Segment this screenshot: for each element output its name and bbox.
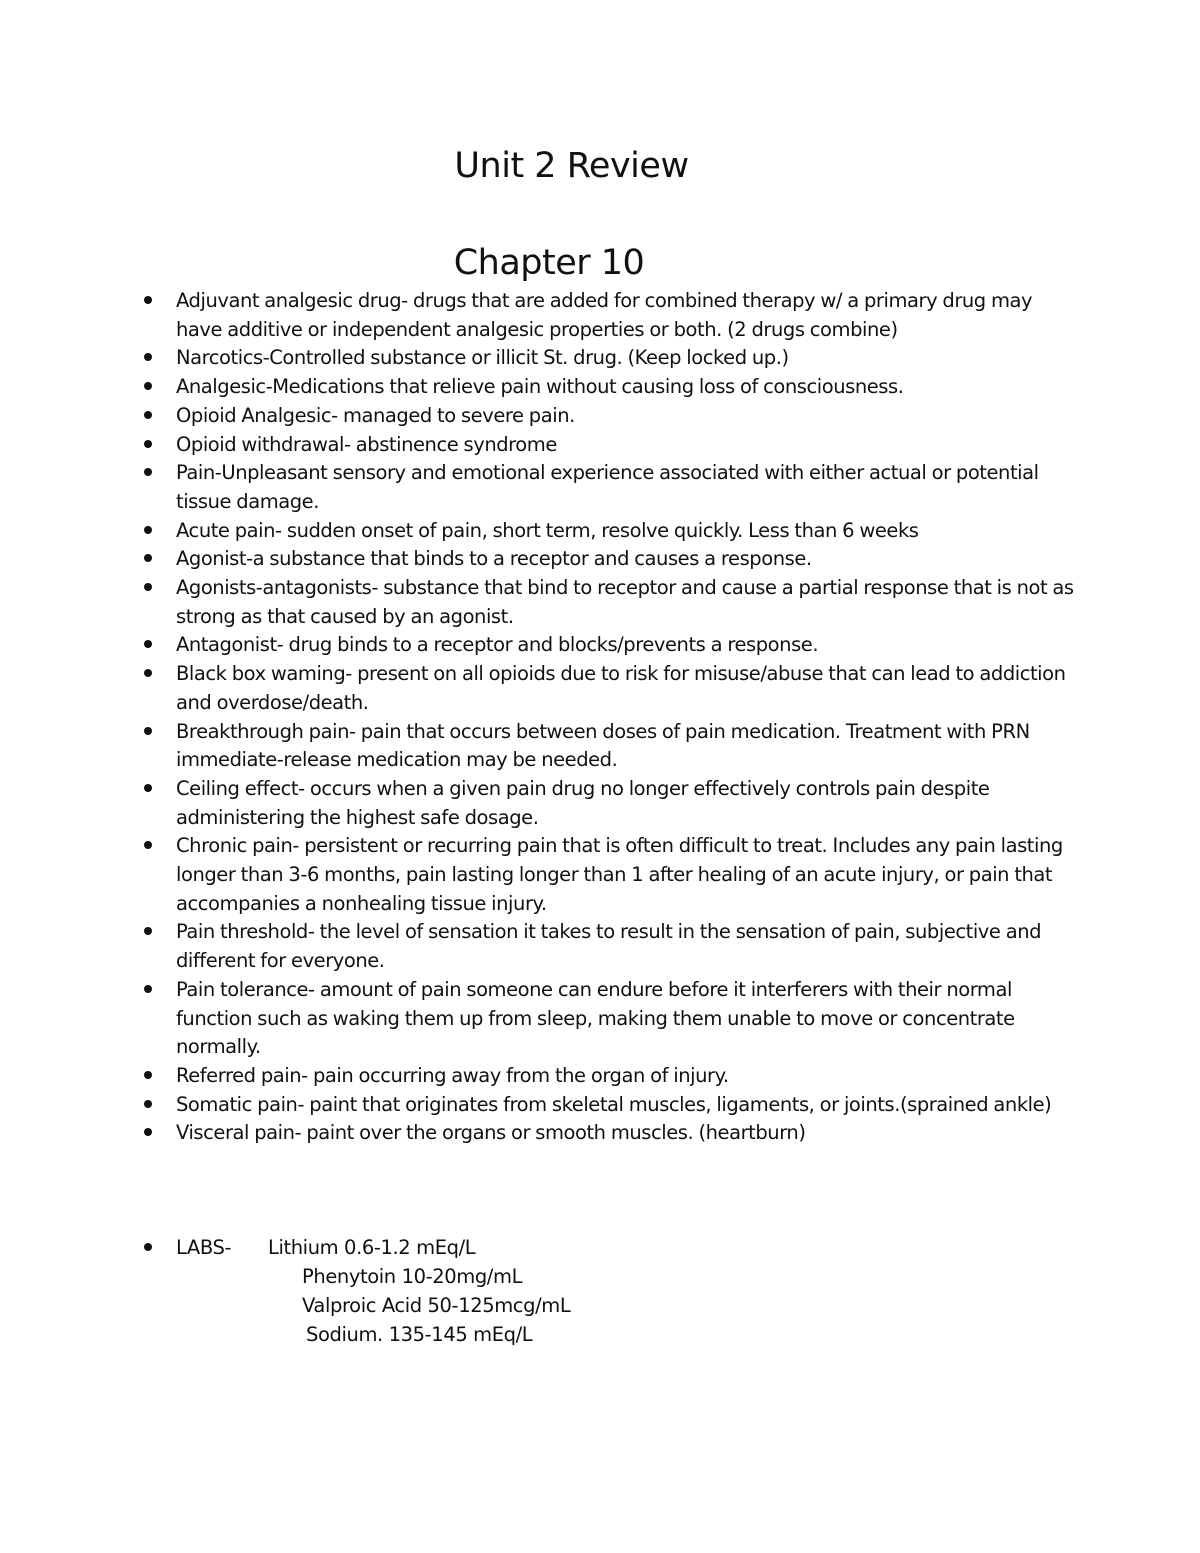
lab-value: Lithium 0.6-1.2 mEq/L: [268, 1236, 476, 1259]
list-item: Breakthrough pain- pain that occurs between doses of pain medication. Treatment with PRN immediate-release medication may be needed.: [176, 718, 1076, 775]
list-item: Referred pain- pain occurring away from the organ of injury.: [176, 1062, 1076, 1091]
lab-value: Sodium. 135-145 mEq/L: [306, 1323, 533, 1346]
list-item: Pain tolerance- amount of pain someone can endure before it interferers with their normal function such as waking them up from sleep, making them unable to move or concentrate normally.: [176, 976, 1076, 1062]
document-title: Unit 2 Review: [454, 146, 689, 186]
lab-value: Valproic Acid 50-125mcg/mL: [302, 1294, 571, 1317]
list-item: Opioid withdrawal- abstinence syndrome: [176, 431, 1076, 460]
list-item: Opioid Analgesic- managed to severe pain.: [176, 402, 1076, 431]
lab-value: Phenytoin 10-20mg/mL: [302, 1265, 523, 1288]
list-item: Antagonist- drug binds to a receptor and blocks/prevents a response.: [176, 631, 1076, 660]
list-item: Adjuvant analgesic drug- drugs that are added for combined therapy w/ a primary drug may have additive or independent analgesic properties or both. (2 drugs combine): [176, 287, 1076, 344]
labs-label: LABS-: [176, 1236, 232, 1259]
list-item: Chronic pain- persistent or recurring pain that is often difficult to treat. Includes any pain lasting longer than 3-6 months, pain lasting longer than 1 after healing of an acute injury, or pain that accompanies a nonhealing tissue injury.: [176, 832, 1076, 918]
list-item: Pain threshold- the level of sensation it takes to result in the sensation of pain, subjective and different for everyone.: [176, 918, 1076, 975]
list-item: Pain-Unpleasant sensory and emotional experience associated with either actual or potential tissue damage.: [176, 459, 1076, 516]
chapter-heading: Chapter 10: [453, 243, 645, 283]
list-item: Black box waming- present on all opioids due to risk for misuse/abuse that can lead to addiction and overdose/death.: [176, 660, 1076, 717]
list-item: Ceiling effect- occurs when a given pain drug no longer effectively controls pain despite administering the highest safe dosage.: [176, 775, 1076, 832]
list-item: Agonist-a substance that binds to a receptor and causes a response.: [176, 545, 1076, 574]
list-item: Visceral pain- paint over the organs or smooth muscles. (heartburn): [176, 1119, 1076, 1148]
list-item: Agonists-antagonists- substance that bind to receptor and cause a partial response that is not as strong as that caused by an agonist.: [176, 574, 1076, 631]
list-item: Acute pain- sudden onset of pain, short term, resolve quickly. Less than 6 weeks: [176, 517, 1076, 546]
list-item: Somatic pain- paint that originates from skeletal muscles, ligaments, or joints.(sprained ankle): [176, 1091, 1076, 1120]
list-item: Analgesic-Medications that relieve pain without causing loss of consciousness.: [176, 373, 1076, 402]
definition-list: [176, 287, 1076, 1148]
list-item: Narcotics-Controlled substance or illicit St. drug. (Keep locked up.): [176, 344, 1076, 373]
